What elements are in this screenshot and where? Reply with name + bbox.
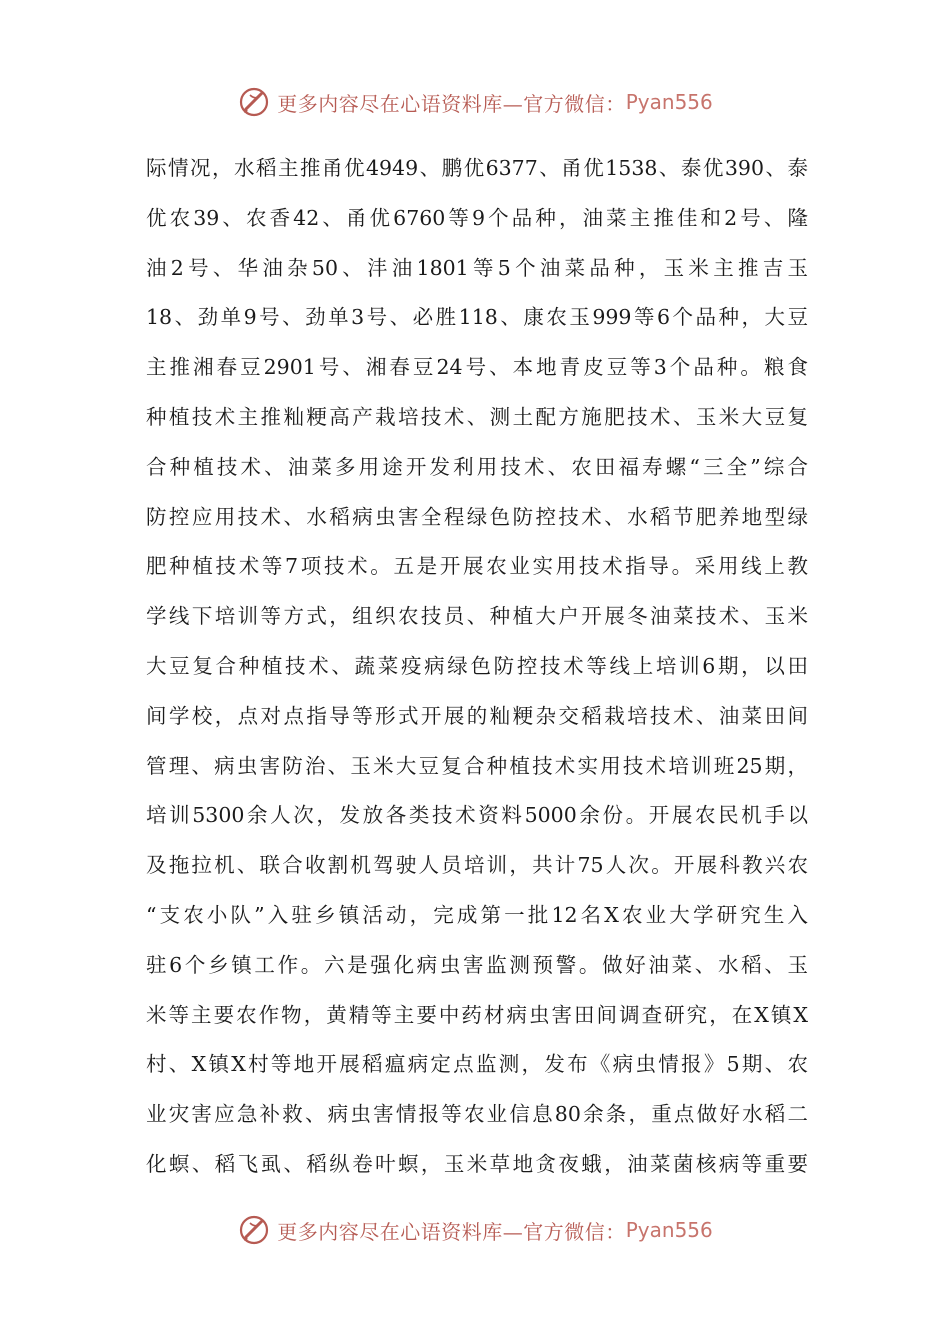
document-body — [146, 144, 808, 1190]
body-line: 合种植技术、油菜多用途开发利用技术、农田福寿螺“三全”综合 — [146, 454, 808, 479]
watermark-text: 更多内容尽在心语资料库—官方微信： — [277, 91, 626, 116]
body-line: 管理、病虫害防治、玉米大豆复合种植技术实用技术培训班25期， — [146, 753, 808, 778]
body-line: 米等主要农作物，黄精等主要中药材病虫害田间调查研究，在X镇X — [146, 1002, 808, 1027]
body-line: 村、X镇X村等地开展稻瘟病定点监测，发布《病虫情报》5期、农 — [146, 1052, 808, 1077]
body-line: 及拖拉机、联合收割机驾驶人员培训，共计75人次。开展科教兴农 — [146, 853, 808, 878]
body-line: 种植技术主推籼粳高产栽培技术、测土配方施肥技术、玉米大豆复 — [146, 404, 808, 429]
body-line: 防控应用技术、水稻病虫害全程绿色防控技术、水稻节肥养地型绿 — [146, 504, 808, 529]
body-line: 肥种植技术等7项技术。五是开展农业实用技术指导。采用线上教 — [146, 554, 808, 579]
body-line: 学线下培训等方式，组织农技员、种植大户开展冬油菜技术、玉米 — [146, 604, 808, 629]
watermark-text: 更多内容尽在心语资料库—官方微信： — [277, 1219, 626, 1244]
watermark-account: Pyan556 — [625, 1218, 713, 1242]
body-line: 培训5300余人次，发放各类技术资料5000余份。开展农民机手以 — [146, 803, 808, 828]
body-line: 大豆复合种植技术、蔬菜疫病绿色防控技术等线上培训6期，以田 — [146, 653, 808, 678]
body-line: 业灾害应急补救、病虫害情报等农业信息80余条，重点做好水稻二 — [146, 1102, 808, 1127]
body-line: 际情况，水稻主推甬优4949、鹏优6377、甬优1538、泰优390、泰 — [146, 156, 808, 180]
body-line: 优农39、农香42、甬优6760等9个品种，油菜主推佳和2号、隆 — [146, 205, 808, 230]
watermark-footer — [0, 1210, 950, 1250]
body-line: 化螟、稻飞虱、稻纵卷叶螟，玉米草地贪夜蛾，油菜菌核病等重要 — [146, 1151, 808, 1176]
body-line: 18、劲单9号、劲单3号、必胜118、康农玉999等6个品种，大豆 — [146, 305, 808, 330]
body-line: 油2号、华油杂50、沣油1801等5个油菜品种，玉米主推吉玉 — [146, 255, 808, 280]
body-line: 驻6个乡镇工作。六是强化病虫害监测预警。做好油菜、水稻、玉 — [146, 952, 808, 977]
body-line: 主推湘春豆2901号、湘春豆24号、本地青皮豆等3个品种。粮食 — [146, 355, 808, 380]
body-line: “支农小队”入驻乡镇活动，完成第一批12名X农业大学研究生入 — [146, 902, 808, 927]
pen-logo-icon — [237, 1213, 271, 1247]
body-line: 间学校，点对点指导等形式开展的籼粳杂交稻栽培技术、油菜田间 — [146, 703, 808, 728]
watermark-header — [0, 82, 950, 122]
pen-logo-icon — [237, 85, 271, 119]
watermark-account: Pyan556 — [625, 90, 713, 114]
